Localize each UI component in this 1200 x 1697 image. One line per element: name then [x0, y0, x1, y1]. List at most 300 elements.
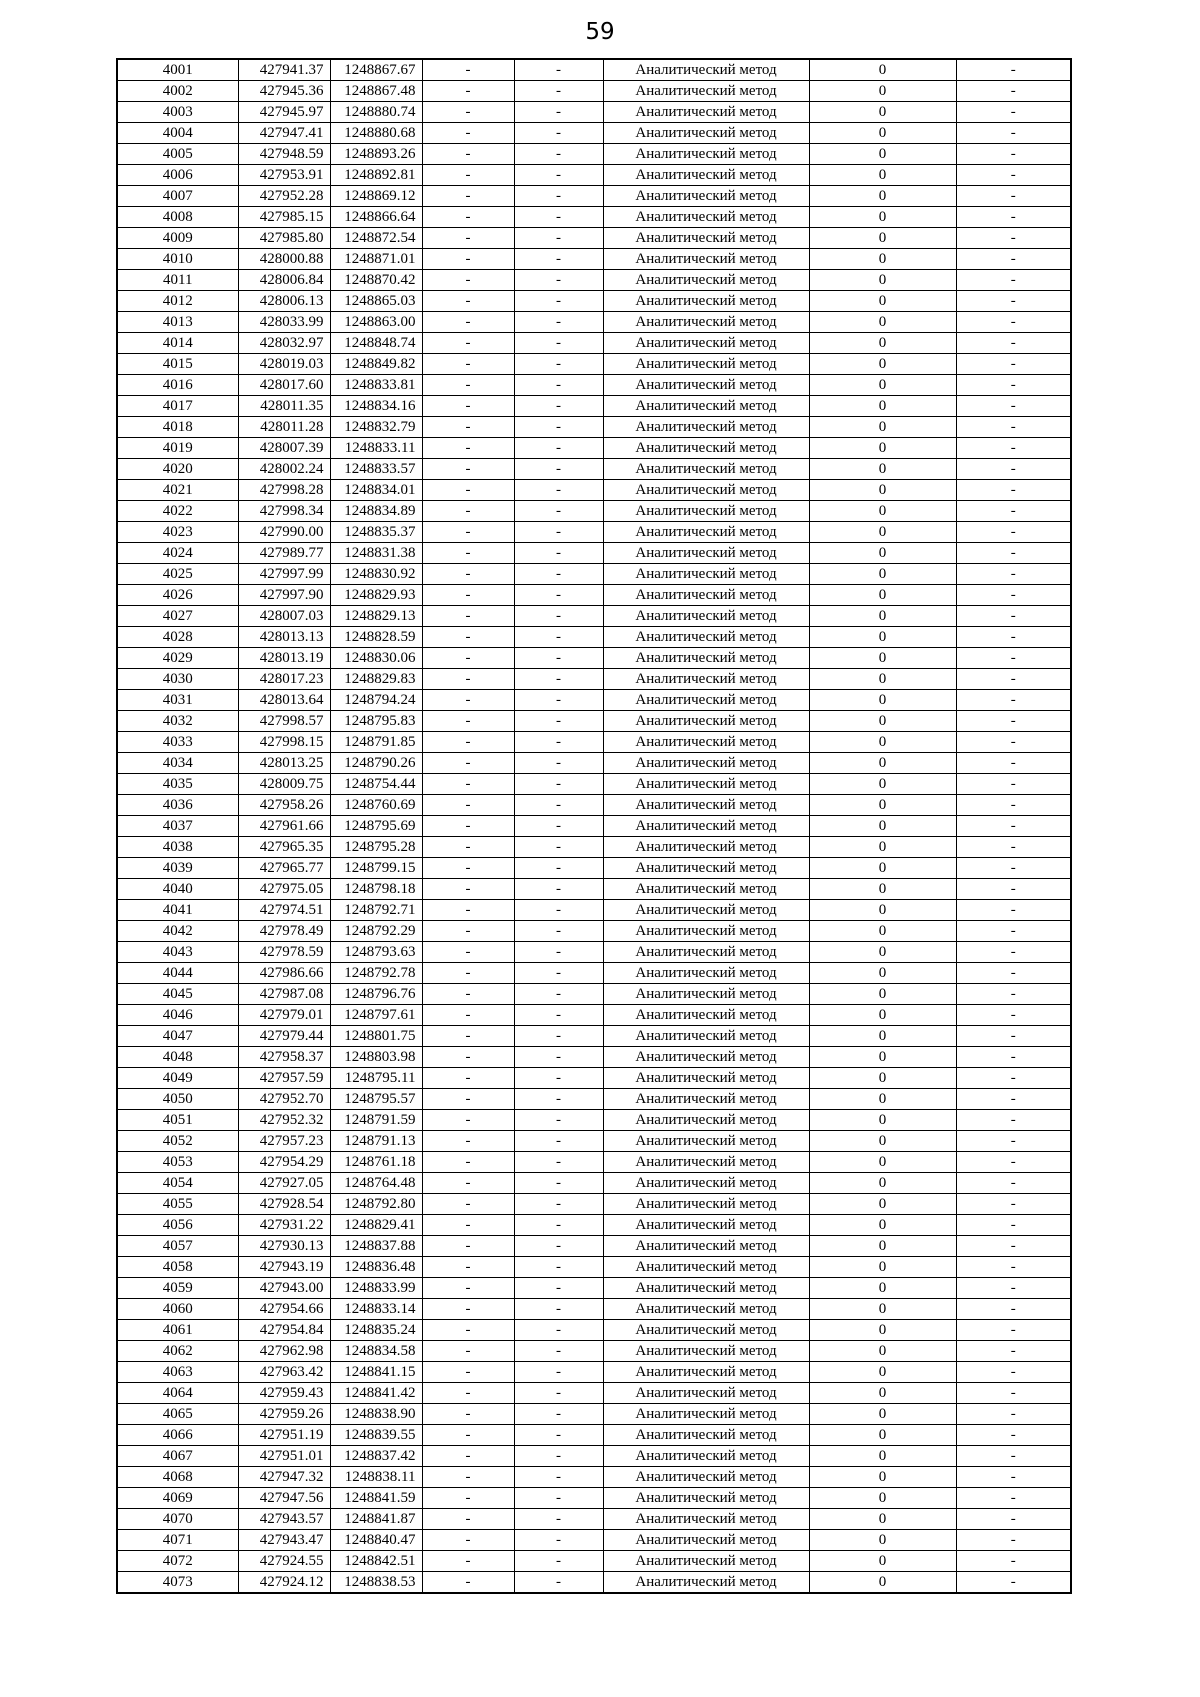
dash-cell: - [956, 1551, 1071, 1572]
point-number-cell: 4017 [117, 396, 238, 417]
x-coordinate-cell: 428013.64 [238, 690, 330, 711]
dash-cell: - [422, 1152, 514, 1173]
y-coordinate-cell: 1248795.28 [330, 837, 422, 858]
dash-cell: - [422, 543, 514, 564]
method-cell: Аналитический метод [603, 312, 809, 333]
x-coordinate-cell: 427997.90 [238, 585, 330, 606]
dash-cell: - [956, 711, 1071, 732]
method-cell: Аналитический метод [603, 1068, 809, 1089]
table-row [117, 1257, 1071, 1278]
x-coordinate-cell: 427998.34 [238, 501, 330, 522]
x-coordinate-cell: 427927.05 [238, 1173, 330, 1194]
table-row [117, 732, 1071, 753]
dash-cell: - [422, 711, 514, 732]
accuracy-cell: 0 [809, 1467, 956, 1488]
x-coordinate-cell: 427958.37 [238, 1047, 330, 1068]
y-coordinate-cell: 1248870.42 [330, 270, 422, 291]
point-number-cell: 4014 [117, 333, 238, 354]
dash-cell: - [956, 564, 1071, 585]
method-cell: Аналитический метод [603, 1278, 809, 1299]
method-cell: Аналитический метод [603, 1551, 809, 1572]
point-number-cell: 4043 [117, 942, 238, 963]
y-coordinate-cell: 1248836.48 [330, 1257, 422, 1278]
point-number-cell: 4033 [117, 732, 238, 753]
point-number-cell: 4025 [117, 564, 238, 585]
accuracy-cell: 0 [809, 711, 956, 732]
table-row [117, 1446, 1071, 1467]
x-coordinate-cell: 427958.26 [238, 795, 330, 816]
dash-cell: - [956, 1089, 1071, 1110]
method-cell: Аналитический метод [603, 249, 809, 270]
y-coordinate-cell: 1248828.59 [330, 627, 422, 648]
point-number-cell: 4016 [117, 375, 238, 396]
dash-cell: - [956, 438, 1071, 459]
point-number-cell: 4020 [117, 459, 238, 480]
y-coordinate-cell: 1248865.03 [330, 291, 422, 312]
point-number-cell: 4062 [117, 1341, 238, 1362]
dash-cell: - [422, 648, 514, 669]
accuracy-cell: 0 [809, 1509, 956, 1530]
method-cell: Аналитический метод [603, 396, 809, 417]
accuracy-cell: 0 [809, 1383, 956, 1404]
dash-cell: - [514, 59, 603, 81]
dash-cell: - [422, 1404, 514, 1425]
accuracy-cell: 0 [809, 669, 956, 690]
method-cell: Аналитический метод [603, 606, 809, 627]
dash-cell: - [514, 438, 603, 459]
y-coordinate-cell: 1248838.90 [330, 1404, 422, 1425]
y-coordinate-cell: 1248761.18 [330, 1152, 422, 1173]
y-coordinate-cell: 1248834.89 [330, 501, 422, 522]
method-cell: Аналитический метод [603, 942, 809, 963]
y-coordinate-cell: 1248792.78 [330, 963, 422, 984]
point-number-cell: 4032 [117, 711, 238, 732]
accuracy-cell: 0 [809, 1194, 956, 1215]
accuracy-cell: 0 [809, 1068, 956, 1089]
dash-cell: - [514, 669, 603, 690]
point-number-cell: 4024 [117, 543, 238, 564]
dash-cell: - [514, 354, 603, 375]
dash-cell: - [514, 1488, 603, 1509]
y-coordinate-cell: 1248799.15 [330, 858, 422, 879]
x-coordinate-cell: 427947.32 [238, 1467, 330, 1488]
dash-cell: - [514, 1173, 603, 1194]
y-coordinate-cell: 1248848.74 [330, 333, 422, 354]
x-coordinate-cell: 427985.15 [238, 207, 330, 228]
dash-cell: - [422, 354, 514, 375]
table-row [117, 354, 1071, 375]
y-coordinate-cell: 1248841.87 [330, 1509, 422, 1530]
coordinates-table [116, 58, 1072, 1594]
dash-cell: - [422, 102, 514, 123]
dash-cell: - [422, 438, 514, 459]
dash-cell: - [956, 207, 1071, 228]
dash-cell: - [514, 1425, 603, 1446]
dash-cell: - [422, 1236, 514, 1257]
table-row [117, 1047, 1071, 1068]
method-cell: Аналитический метод [603, 690, 809, 711]
table-row [117, 375, 1071, 396]
x-coordinate-cell: 428013.25 [238, 753, 330, 774]
point-number-cell: 4073 [117, 1572, 238, 1594]
y-coordinate-cell: 1248833.57 [330, 459, 422, 480]
dash-cell: - [956, 1236, 1071, 1257]
table-row [117, 1509, 1071, 1530]
table-row [117, 312, 1071, 333]
table-row [117, 1026, 1071, 1047]
x-coordinate-cell: 428017.23 [238, 669, 330, 690]
dash-cell: - [422, 1509, 514, 1530]
x-coordinate-cell: 427961.66 [238, 816, 330, 837]
table-row [117, 207, 1071, 228]
y-coordinate-cell: 1248830.06 [330, 648, 422, 669]
dash-cell: - [514, 81, 603, 102]
x-coordinate-cell: 427924.12 [238, 1572, 330, 1594]
method-cell: Аналитический метод [603, 1236, 809, 1257]
table-row [117, 1299, 1071, 1320]
accuracy-cell: 0 [809, 1320, 956, 1341]
accuracy-cell: 0 [809, 333, 956, 354]
dash-cell: - [514, 1383, 603, 1404]
dash-cell: - [956, 123, 1071, 144]
dash-cell: - [514, 1068, 603, 1089]
y-coordinate-cell: 1248833.14 [330, 1299, 422, 1320]
table-row [117, 522, 1071, 543]
table-row [117, 1425, 1071, 1446]
accuracy-cell: 0 [809, 690, 956, 711]
accuracy-cell: 0 [809, 648, 956, 669]
method-cell: Аналитический метод [603, 1425, 809, 1446]
table-row [117, 480, 1071, 501]
point-number-cell: 4047 [117, 1026, 238, 1047]
dash-cell: - [956, 1362, 1071, 1383]
point-number-cell: 4059 [117, 1278, 238, 1299]
dash-cell: - [956, 1215, 1071, 1236]
dash-cell: - [514, 1194, 603, 1215]
x-coordinate-cell: 427963.42 [238, 1362, 330, 1383]
dash-cell: - [422, 1068, 514, 1089]
dash-cell: - [956, 501, 1071, 522]
dash-cell: - [514, 543, 603, 564]
dash-cell: - [422, 774, 514, 795]
x-coordinate-cell: 428019.03 [238, 354, 330, 375]
table-row [117, 102, 1071, 123]
x-coordinate-cell: 427951.01 [238, 1446, 330, 1467]
x-coordinate-cell: 427947.41 [238, 123, 330, 144]
point-number-cell: 4011 [117, 270, 238, 291]
dash-cell: - [956, 963, 1071, 984]
x-coordinate-cell: 427953.91 [238, 165, 330, 186]
dash-cell: - [422, 1005, 514, 1026]
accuracy-cell: 0 [809, 564, 956, 585]
dash-cell: - [514, 144, 603, 165]
accuracy-cell: 0 [809, 1446, 956, 1467]
dash-cell: - [956, 480, 1071, 501]
x-coordinate-cell: 427997.99 [238, 564, 330, 585]
accuracy-cell: 0 [809, 375, 956, 396]
method-cell: Аналитический метод [603, 1173, 809, 1194]
dash-cell: - [422, 1299, 514, 1320]
table-row [117, 186, 1071, 207]
dash-cell: - [422, 795, 514, 816]
table-row [117, 711, 1071, 732]
point-number-cell: 4058 [117, 1257, 238, 1278]
x-coordinate-cell: 427986.66 [238, 963, 330, 984]
dash-cell: - [956, 459, 1071, 480]
table-row [117, 1467, 1071, 1488]
method-cell: Аналитический метод [603, 669, 809, 690]
accuracy-cell: 0 [809, 1131, 956, 1152]
dash-cell: - [514, 1047, 603, 1068]
dash-cell: - [514, 711, 603, 732]
table-row [117, 249, 1071, 270]
dash-cell: - [956, 1173, 1071, 1194]
dash-cell: - [956, 1047, 1071, 1068]
table-row [117, 1320, 1071, 1341]
method-cell: Аналитический метод [603, 207, 809, 228]
x-coordinate-cell: 427945.36 [238, 81, 330, 102]
table-row [117, 585, 1071, 606]
dash-cell: - [422, 1194, 514, 1215]
table-row [117, 81, 1071, 102]
y-coordinate-cell: 1248880.74 [330, 102, 422, 123]
table-row [117, 1173, 1071, 1194]
point-number-cell: 4019 [117, 438, 238, 459]
dash-cell: - [422, 417, 514, 438]
table-row [117, 1488, 1071, 1509]
dash-cell: - [422, 459, 514, 480]
point-number-cell: 4055 [117, 1194, 238, 1215]
y-coordinate-cell: 1248798.18 [330, 879, 422, 900]
dash-cell: - [422, 59, 514, 81]
dash-cell: - [956, 102, 1071, 123]
table-row [117, 1551, 1071, 1572]
table-row [117, 396, 1071, 417]
accuracy-cell: 0 [809, 837, 956, 858]
dash-cell: - [422, 1278, 514, 1299]
point-number-cell: 4037 [117, 816, 238, 837]
dash-cell: - [422, 396, 514, 417]
dash-cell: - [514, 1299, 603, 1320]
dash-cell: - [422, 900, 514, 921]
y-coordinate-cell: 1248792.71 [330, 900, 422, 921]
y-coordinate-cell: 1248833.99 [330, 1278, 422, 1299]
dash-cell: - [956, 900, 1071, 921]
x-coordinate-cell: 427954.29 [238, 1152, 330, 1173]
x-coordinate-cell: 427987.08 [238, 984, 330, 1005]
accuracy-cell: 0 [809, 606, 956, 627]
method-cell: Аналитический метод [603, 1572, 809, 1594]
point-number-cell: 4029 [117, 648, 238, 669]
table-row [117, 459, 1071, 480]
point-number-cell: 4054 [117, 1173, 238, 1194]
dash-cell: - [956, 921, 1071, 942]
y-coordinate-cell: 1248872.54 [330, 228, 422, 249]
point-number-cell: 4050 [117, 1089, 238, 1110]
dash-cell: - [514, 585, 603, 606]
dash-cell: - [956, 165, 1071, 186]
method-cell: Аналитический метод [603, 144, 809, 165]
y-coordinate-cell: 1248835.24 [330, 1320, 422, 1341]
dash-cell: - [956, 1068, 1071, 1089]
accuracy-cell: 0 [809, 438, 956, 459]
dash-cell: - [956, 753, 1071, 774]
accuracy-cell: 0 [809, 732, 956, 753]
y-coordinate-cell: 1248867.67 [330, 59, 422, 81]
method-cell: Аналитический метод [603, 459, 809, 480]
dash-cell: - [956, 543, 1071, 564]
dash-cell: - [514, 1089, 603, 1110]
x-coordinate-cell: 427945.97 [238, 102, 330, 123]
method-cell: Аналитический метод [603, 1320, 809, 1341]
x-coordinate-cell: 427943.00 [238, 1278, 330, 1299]
dash-cell: - [514, 102, 603, 123]
point-number-cell: 4048 [117, 1047, 238, 1068]
accuracy-cell: 0 [809, 312, 956, 333]
x-coordinate-cell: 427974.51 [238, 900, 330, 921]
y-coordinate-cell: 1248869.12 [330, 186, 422, 207]
point-number-cell: 4009 [117, 228, 238, 249]
y-coordinate-cell: 1248796.76 [330, 984, 422, 1005]
point-number-cell: 4026 [117, 585, 238, 606]
dash-cell: - [422, 291, 514, 312]
dash-cell: - [956, 228, 1071, 249]
dash-cell: - [956, 627, 1071, 648]
accuracy-cell: 0 [809, 753, 956, 774]
accuracy-cell: 0 [809, 123, 956, 144]
x-coordinate-cell: 428013.19 [238, 648, 330, 669]
dash-cell: - [514, 774, 603, 795]
dash-cell: - [956, 1341, 1071, 1362]
table-row [117, 753, 1071, 774]
table-row [117, 690, 1071, 711]
accuracy-cell: 0 [809, 354, 956, 375]
method-cell: Аналитический метод [603, 1509, 809, 1530]
x-coordinate-cell: 427952.32 [238, 1110, 330, 1131]
dash-cell: - [422, 627, 514, 648]
table-row [117, 1383, 1071, 1404]
x-coordinate-cell: 427954.66 [238, 1299, 330, 1320]
x-coordinate-cell: 427998.15 [238, 732, 330, 753]
dash-cell: - [956, 858, 1071, 879]
point-number-cell: 4036 [117, 795, 238, 816]
table-row [117, 984, 1071, 1005]
method-cell: Аналитический метод [603, 627, 809, 648]
dash-cell: - [514, 291, 603, 312]
method-cell: Аналитический метод [603, 732, 809, 753]
dash-cell: - [422, 1467, 514, 1488]
point-number-cell: 4003 [117, 102, 238, 123]
dash-cell: - [956, 1488, 1071, 1509]
table-row [117, 1152, 1071, 1173]
dash-cell: - [514, 1236, 603, 1257]
point-number-cell: 4042 [117, 921, 238, 942]
x-coordinate-cell: 427978.49 [238, 921, 330, 942]
dash-cell: - [422, 480, 514, 501]
dash-cell: - [422, 1110, 514, 1131]
method-cell: Аналитический метод [603, 1299, 809, 1320]
dash-cell: - [956, 690, 1071, 711]
table-row [117, 1005, 1071, 1026]
dash-cell: - [514, 1257, 603, 1278]
accuracy-cell: 0 [809, 984, 956, 1005]
y-coordinate-cell: 1248829.93 [330, 585, 422, 606]
point-number-cell: 4040 [117, 879, 238, 900]
dash-cell: - [956, 1467, 1071, 1488]
dash-cell: - [514, 606, 603, 627]
method-cell: Аналитический метод [603, 921, 809, 942]
table-row [117, 963, 1071, 984]
dash-cell: - [514, 249, 603, 270]
method-cell: Аналитический метод [603, 102, 809, 123]
dash-cell: - [956, 648, 1071, 669]
x-coordinate-cell: 427990.00 [238, 522, 330, 543]
method-cell: Аналитический метод [603, 417, 809, 438]
point-number-cell: 4069 [117, 1488, 238, 1509]
y-coordinate-cell: 1248834.01 [330, 480, 422, 501]
dash-cell: - [514, 228, 603, 249]
accuracy-cell: 0 [809, 1089, 956, 1110]
dash-cell: - [422, 1383, 514, 1404]
dash-cell: - [514, 795, 603, 816]
table-body [117, 59, 1071, 1593]
method-cell: Аналитический метод [603, 1467, 809, 1488]
dash-cell: - [514, 753, 603, 774]
dash-cell: - [956, 417, 1071, 438]
dash-cell: - [422, 879, 514, 900]
table-row [117, 1236, 1071, 1257]
y-coordinate-cell: 1248842.51 [330, 1551, 422, 1572]
method-cell: Аналитический метод [603, 1341, 809, 1362]
point-number-cell: 4056 [117, 1215, 238, 1236]
method-cell: Аналитический метод [603, 648, 809, 669]
point-number-cell: 4021 [117, 480, 238, 501]
table-row [117, 774, 1071, 795]
point-number-cell: 4068 [117, 1467, 238, 1488]
method-cell: Аналитический метод [603, 753, 809, 774]
y-coordinate-cell: 1248792.80 [330, 1194, 422, 1215]
dash-cell: - [514, 1110, 603, 1131]
dash-cell: - [422, 1215, 514, 1236]
dash-cell: - [956, 795, 1071, 816]
dash-cell: - [422, 165, 514, 186]
x-coordinate-cell: 427951.19 [238, 1425, 330, 1446]
table-row [117, 228, 1071, 249]
x-coordinate-cell: 427943.57 [238, 1509, 330, 1530]
accuracy-cell: 0 [809, 1404, 956, 1425]
dash-cell: - [422, 1425, 514, 1446]
x-coordinate-cell: 428013.13 [238, 627, 330, 648]
dash-cell: - [422, 1089, 514, 1110]
table-row [117, 417, 1071, 438]
dash-cell: - [956, 1194, 1071, 1215]
dash-cell: - [956, 1110, 1071, 1131]
table-row [117, 1362, 1071, 1383]
method-cell: Аналитический метод [603, 585, 809, 606]
dash-cell: - [514, 1152, 603, 1173]
point-number-cell: 4005 [117, 144, 238, 165]
x-coordinate-cell: 427998.28 [238, 480, 330, 501]
accuracy-cell: 0 [809, 249, 956, 270]
y-coordinate-cell: 1248871.01 [330, 249, 422, 270]
dash-cell: - [956, 1383, 1071, 1404]
point-number-cell: 4049 [117, 1068, 238, 1089]
y-coordinate-cell: 1248831.38 [330, 543, 422, 564]
page-number: 59 [585, 19, 615, 45]
x-coordinate-cell: 427979.01 [238, 1005, 330, 1026]
accuracy-cell: 0 [809, 59, 956, 81]
accuracy-cell: 0 [809, 144, 956, 165]
